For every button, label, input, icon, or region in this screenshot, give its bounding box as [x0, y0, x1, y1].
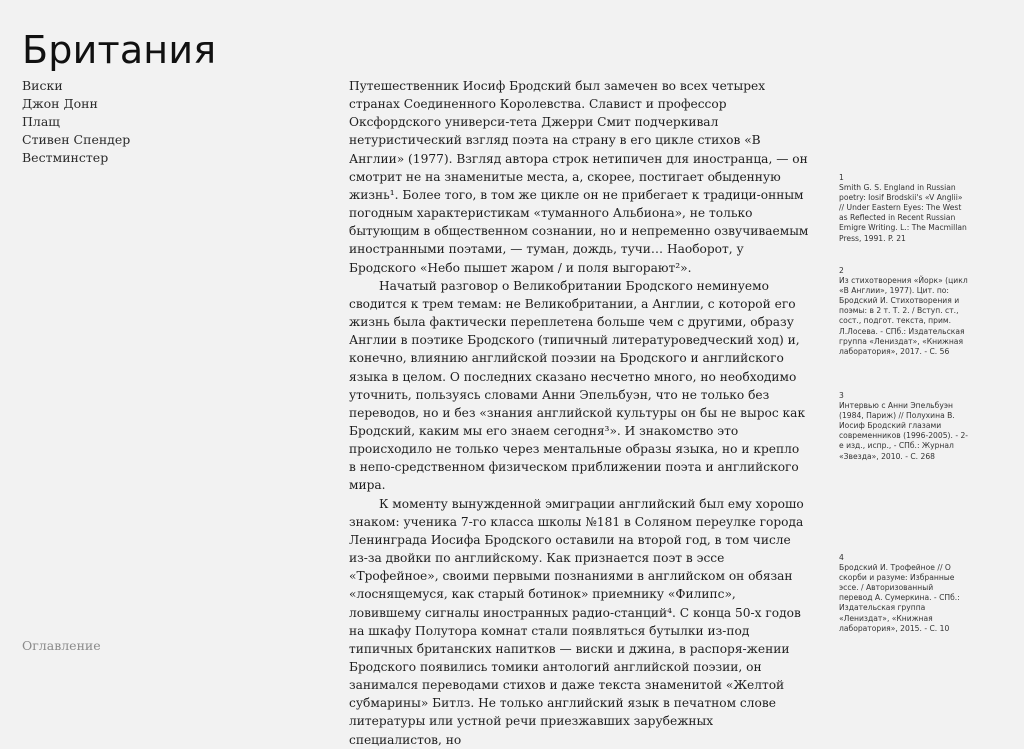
- footnote-text: Из стихотворения «Йорк» (цикл «В Англии», 1977). Цит. по: Бродский И. Стихотворения и поэмы: в 2 т. Т. 2. / Вступ. ст., сост., подгот. текста, прим. Л.Лосева. - СПб.: Издательская группа «Лениздат», «Книжная лаборатория», 2017. - С. 56: [839, 276, 968, 356]
- footnote: [839, 266, 969, 357]
- nav-item-john-donne[interactable]: Джон Донн: [22, 96, 98, 111]
- nav-item-stephen-spender[interactable]: Стивен Спендер: [22, 132, 131, 147]
- nav-item-westminster[interactable]: Вестминстер: [22, 150, 109, 165]
- paragraph: Путешественник Иосиф Бродский был замечен во всех четырех странах Соединенного Королевства. Славист и профессор Оксфордского универси-тета Джерри Смит подчеркивал нетуристический взгляд поэта на страну в его цикле стихов «В Англии» (1977). Взгляд автора строк нетипичен для иностранца, — он смотрит не на знаменитые места, а, скорее, постигает обыденную жизнь¹. Более того, в том же цикле он не прибегает к традици-онным погодным характеристикам «туманного Альбиона», не только бытующим в общественном сознании, но и непременно озвучиваемым иностранными поэтами, — туман, дождь, тучи… Наоборот, у Бродского «Небо пышет жаром / и поля выгорают²».: [349, 79, 809, 275]
- footnote-text: Smith G. S. England in Russian poetry: Iosif Brodskii's «V Anglii» // Under Eastern Eyes: The West as Reflected in Recent Russian Emigre Writing. L.: The Macmillan Press, 1991. P. 21: [839, 183, 967, 243]
- paragraph: К моменту вынужденной эмиграции английский был ему хорошо знаком: ученика 7-го класса школы №181 в Соляном переулке города Ленинграда Иосифа Бродского оставили на второй год, в том числе из-за двойки по английскому. Как признается поэт в эссе «Трофейное», своими первыми познаниями в английском он обязан «лоснящемуся, как старый ботинок» приемнику «Филипс», ловившему сигналы иностранных радио-станций⁴. С конца 50-х годов на шкафу Полутора комнат стали появляться бутылки из-под типичных британских напитков — виски и джина, в распоря-жении Бродского появились томики антологий английской поэзии, он занимался переводами стихов и даже текста знаменитой «Желтой субмарины» Битлз. Не только английский язык в печатном слове литературы или устной речи приезжавших зарубежных специалистов, но: [349, 496, 804, 747]
- footnote-text: Интервью с Анни Эпельбуэн (1984, Париж) // Полухина В. Иосиф Бродский глазами современников (1996-2005). - 2-е изд., испр., - СПб.: Журнал «Звезда», 2010. - С. 268: [839, 401, 969, 461]
- footnote-number: 1: [839, 173, 844, 182]
- footnote: [839, 173, 969, 244]
- footnote: [839, 553, 969, 634]
- chapter-nav: [22, 77, 130, 167]
- nav-item-whisky[interactable]: Виски: [22, 78, 63, 93]
- footnote-number: 2: [839, 266, 844, 275]
- paragraph: Начатый разговор о Великобритании Бродского неминуемо сводится к трем темам: не Великобритании, а Англии, с которой его жизнь была фактически переплетена больше чем с другими, образу Англии в поэтике Бродского (типичный литературоведческий ход) и, конечно, влиянию английской поэзии на Бродского и английского языка в целом. О последних сказано несчетно много, но необходимо уточнить, пользуясь словами Анни Эпельбуэн, что не только без переводов, но и без «знания английской культуры он бы не вырос как Бродский, каким мы его знаем сегодня³». И знакомство это происходило не только через ментальные образы языка, но и крепло в непо-средственном физическом приближении поэта и английского мира.: [349, 278, 806, 493]
- article-body: [349, 77, 809, 749]
- footnote: [839, 391, 969, 462]
- footnote-number: 4: [839, 553, 844, 562]
- nav-item-raincoat[interactable]: Плащ: [22, 114, 60, 129]
- table-of-contents-link[interactable]: Оглавление: [22, 638, 101, 653]
- page-title: Британия: [22, 28, 217, 72]
- footnote-text: Бродский И. Трофейное // О скорби и разуме: Избранные эссе. / Авторизованный перевод А. Сумеркина. - СПб.: Издательская группа «Лениздат», «Книжная лаборатория», 2015. - С. 10: [839, 563, 960, 633]
- footnote-number: 3: [839, 391, 844, 400]
